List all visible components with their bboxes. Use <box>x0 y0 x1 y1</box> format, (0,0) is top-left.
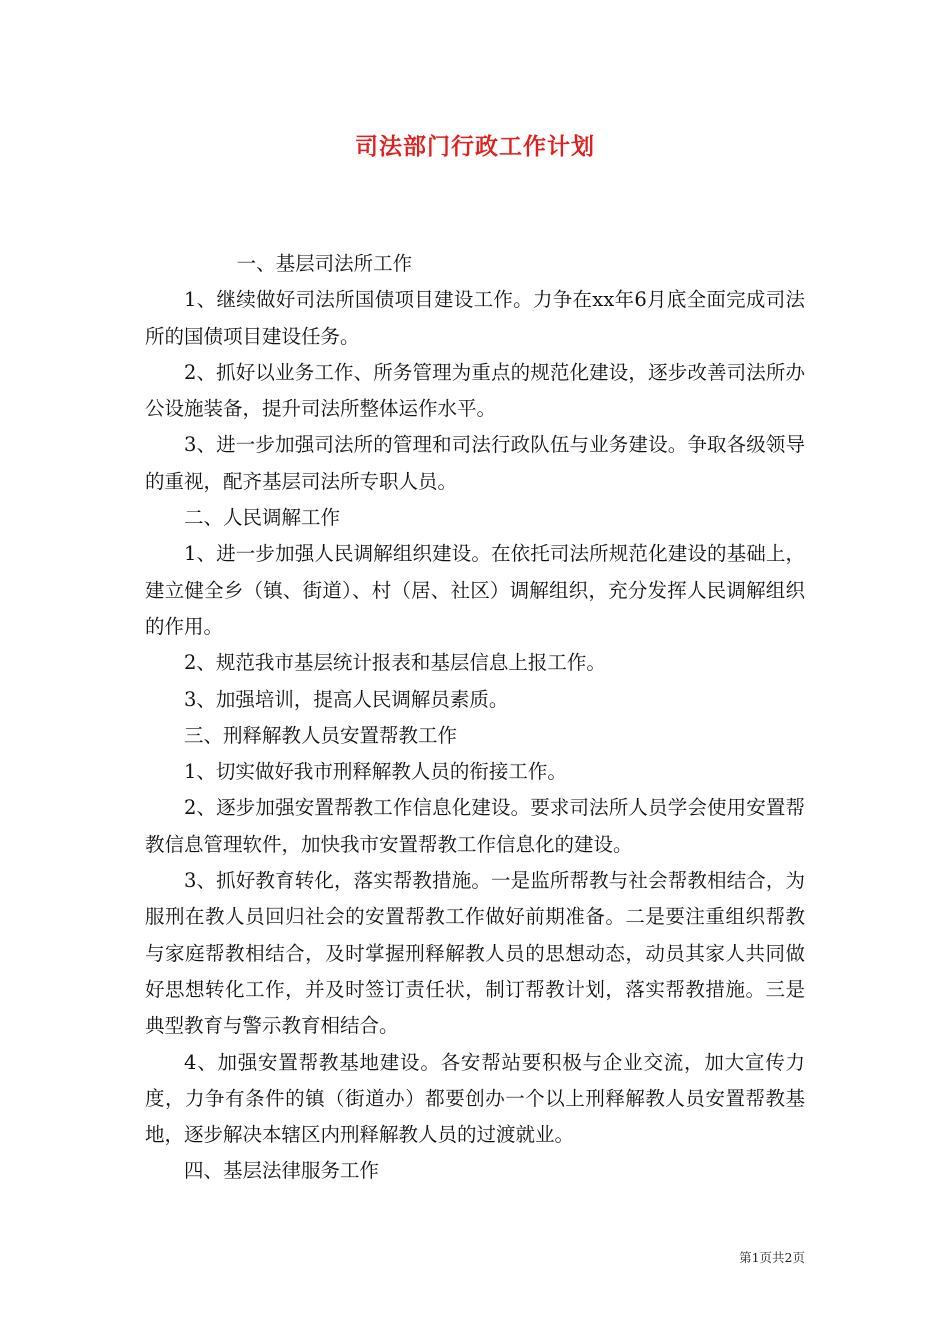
paragraph: 3、抓好教育转化，落实帮教措施。一是监所帮教与社会帮教相结合，为服刑在教人员回归社会的安置帮教工作做好前期准备。二是要注重组织帮教与家庭帮教相结合，及时掌握刑释解教人员的思想动态，动员其家人共同做好思想转化工作，并及时签订责任状，制订帮教计划，落实帮教措施。三是典型教育与警示教育相结合。 <box>145 869 805 1038</box>
document-body <box>145 246 805 1190</box>
section-heading-4: 四、基层法律服务工作 <box>184 1159 380 1183</box>
paragraph: 3、加强培训，提高人民调解员素质。 <box>184 687 509 711</box>
paragraph: 1、进一步加强人民调解组织建设。在依托司法所规范化建设的基础上，建立健全乡（镇、街道）、村（居、社区）调解组织，充分发挥人民调解组织的作用。 <box>145 542 805 638</box>
section-heading-1: 一、基层司法所工作 <box>236 252 413 275</box>
section-heading-3: 三、刑释解教人员安置帮教工作 <box>184 723 458 747</box>
document-title: 司法部门行政工作计划 <box>355 133 595 160</box>
paragraph: 1、继续做好司法所国债项目建设工作。力争在xx年6月底全面完成司法所的国债项目建设任务。 <box>145 288 805 348</box>
paragraph: 3、进一步加强司法所的管理和司法行政队伍与业务建设。争取各级领导的重视，配齐基层司法所专职人员。 <box>145 433 805 493</box>
paragraph: 2、规范我市基层统计报表和基层信息上报工作。 <box>184 651 606 675</box>
paragraph: 2、逐步加强安置帮教工作信息化建设。要求司法所人员学会使用安置帮教信息管理软件，加快我市安置帮教工作信息化的建设。 <box>145 796 805 856</box>
paragraph: 1、切实做好我市刑释解教人员的衔接工作。 <box>184 760 567 784</box>
page-number: 第1页共2页 <box>739 1250 805 1265</box>
paragraph: 2、抓好以业务工作、所务管理为重点的规范化建设，逐步改善司法所办公设施装备，提升司法所整体运作水平。 <box>145 360 805 421</box>
section-heading-2: 二、人民调解工作 <box>184 506 341 530</box>
paragraph: 4、加强安置帮教基地建设。各安帮站要积极与企业交流，加大宣传力度，力争有条件的镇（街道办）都要创办一个以上刑释解教人员安置帮教基地，逐步解决本辖区内刑释解教人员的过渡就业。 <box>145 1050 805 1147</box>
